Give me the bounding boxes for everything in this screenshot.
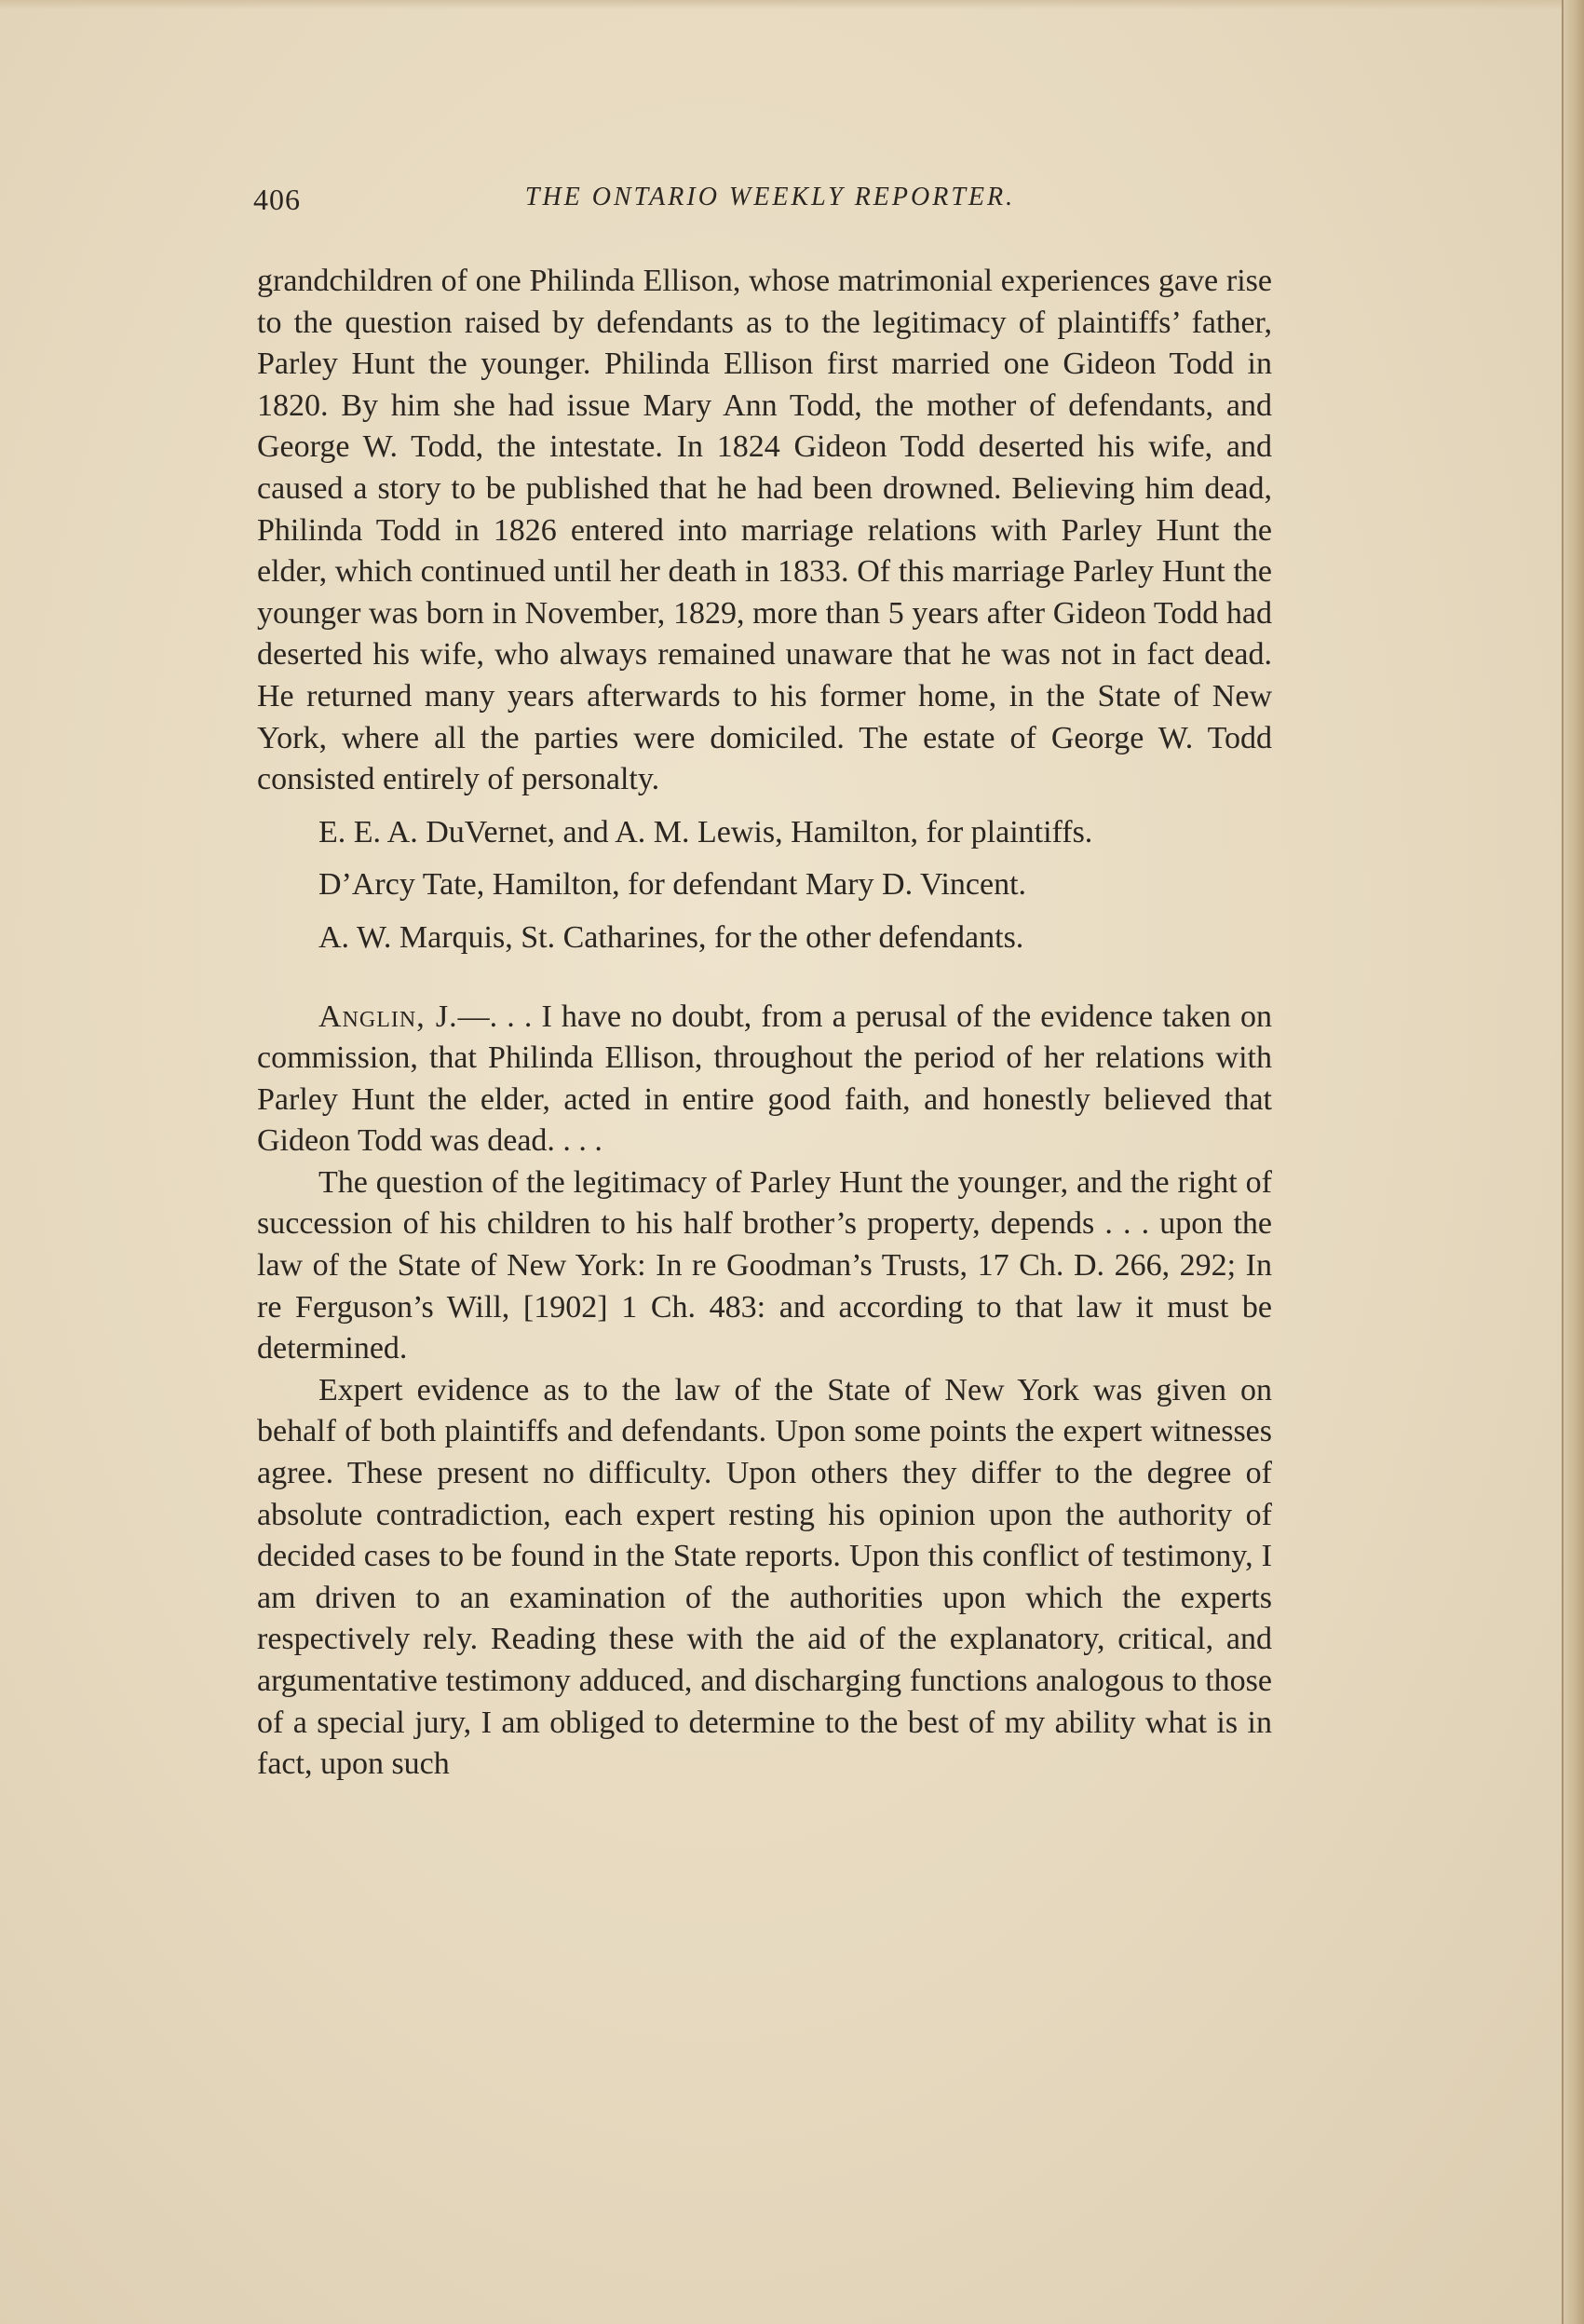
- judgment-paragraph-3: Expert evidence as to the law of the State of New York was given on behalf of both plaintiffs and defendants. Upon some points the expert witnesses agree. These present no difficulty. Upon others they differ to the degree of absolute contradiction, each expert resting his opinion upon the authority of decided cases to be found in the State reports. Upon this conflict of testimony, I am driven to an examination of the authorities upon which the experts respectively rely. Reading these with the aid of the explanatory, critical, and argumentative testimony adduced, and discharging functions analogous to those of a special jury, I am obliged to determine to the best of my ability what is in fact, upon such: [257, 1372, 1272, 1782]
- running-head: [253, 183, 1287, 224]
- page-number: 406: [253, 183, 301, 216]
- counsel-defendant-vincent: D’Arcy Tate, Hamilton, for defendant Mary D. Vincent.: [318, 867, 1027, 903]
- facts-paragraph: grandchildren of one Philinda Ellison, whose matrimonial experiences gave rise to the question raised by defendants as to the legitimacy of plaintiffs’ father, Parley Hunt the younger. Philinda Ellison first married one Gideon Todd in 1820. By him she had issue Mary Ann Todd, the mother of defendants, and George W. Todd, the intestate. In 1824 Gideon Todd deserted his wife, and caused a story to be published that he had been drowned. Believing him dead, Philinda Todd in 1826 entered into marriage relations with Parley Hunt the elder, which continued until her death in 1833. Of this marriage Parley Hunt the younger was born in November, 1829, more than 5 years after Gideon Todd had deserted his wife, who always remained unaware that he was not in fact dead. He returned many years afterwards to his former home, in the State of New York, where all the parties were domiciled. The estate of George W. Todd consisted entirely of personalty.: [257, 264, 1272, 797]
- counsel-other-defendants: A. W. Marquis, St. Catharines, for the other defendants.: [318, 919, 1024, 955]
- judgment-paragraph-1-text: —. . . I have no doubt, from a perusal of the evidence taken on commission, that Philinda Ellison, throughout the period of her relations with Parley Hunt the elder, acted in entire good faith, and honestly believed that Gideon Todd was dead. . . .: [257, 999, 1272, 1159]
- page-edge: [1562, 0, 1584, 2324]
- journal-title: THE ONTARIO WEEKLY REPORTER.: [524, 183, 1016, 211]
- judgment-paragraph-2: The question of the legitimacy of Parley Hunt the younger, and the right of succession of his children to his half brother’s property, depends . . . upon the law of the State of New York: In re Goodman’s Trusts, 17 Ch. D. 266, 292; In re Ferguson’s Will, [1902] 1 Ch. 483: and according to that law it must be determined.: [257, 1164, 1272, 1366]
- judge-name: Anglin, J.: [318, 999, 458, 1034]
- counsel-plaintiffs: E. E. A. DuVernet, and A. M. Lewis, Hamilton, for plaintiffs.: [318, 814, 1093, 849]
- judgment-paragraph-1: [257, 997, 1272, 1162]
- page-top-shadow: [0, 0, 1584, 9]
- page-text: [257, 261, 1272, 1786]
